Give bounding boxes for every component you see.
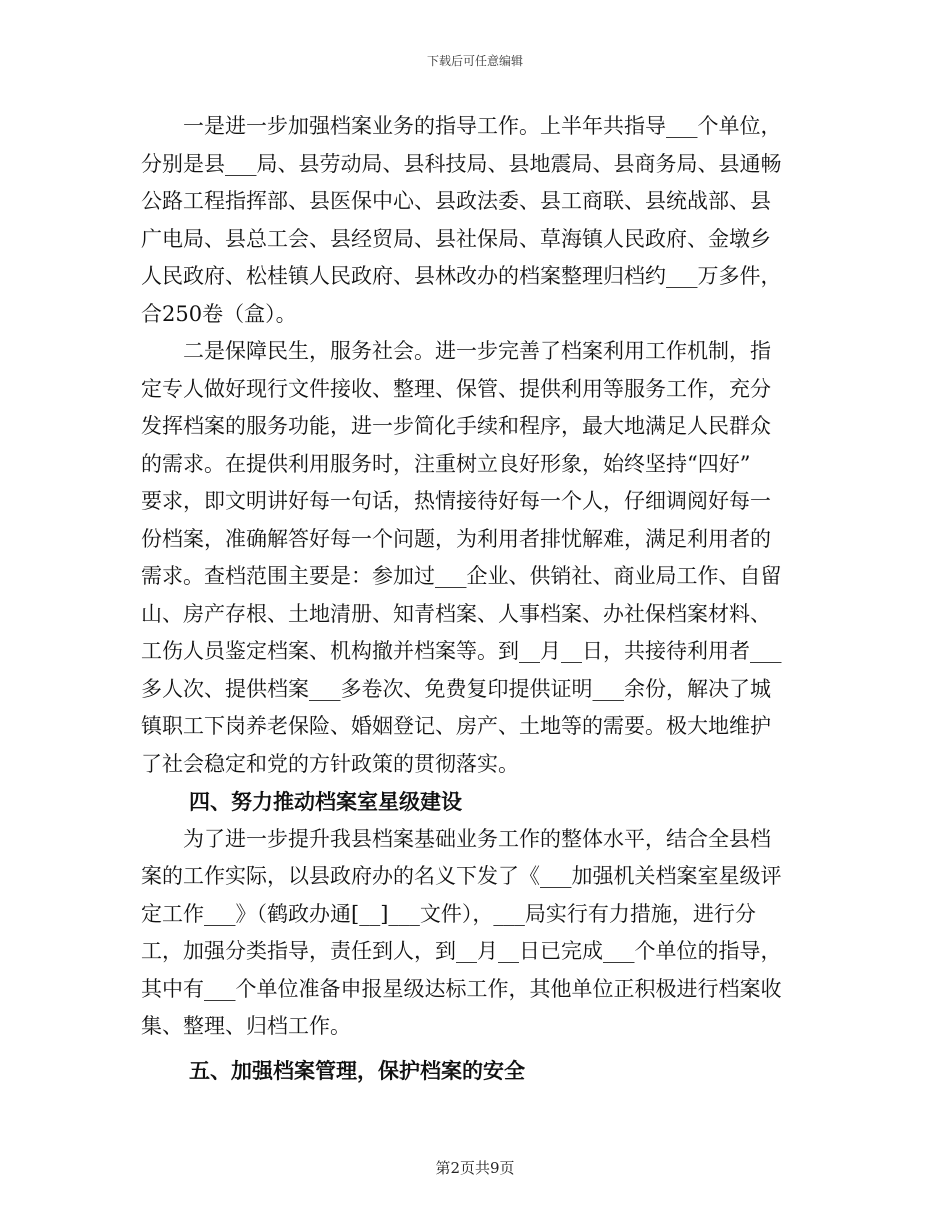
text-line: 公路工程指挥部、县医保中心、县政法委、县工商联、县统战部、县 xyxy=(141,189,771,213)
page-header-note: 下载后可任意编辑 xyxy=(426,54,523,68)
text-line: 山、房产存根、土地清册、知青档案、人事档案、办社保档案材料、 xyxy=(141,601,771,626)
text-line: 工伤人员鉴定档案、机构撤并档案等。到__月__日，共接待利用者___ xyxy=(141,639,782,663)
section-heading: 四、努力推动档案室星级建设 xyxy=(189,789,462,814)
text-line: 份档案，准确解答好每一个问题，为利用者排忧解难，满足利用者的 xyxy=(141,526,771,551)
text-line: 了社会稳定和党的方针政策的贯彻落实。 xyxy=(141,751,519,776)
text-line: 需求。查档范围主要是：参加过___企业、供销社、商业局工作、自留 xyxy=(141,564,782,588)
text-line: 定工作___》（鹤政办通[__]___文件），___局实行有力措施，进行分 xyxy=(141,901,756,926)
text-line: 其中有___个单位准备申报星级达标工作，其他单位正积极进行档案收 xyxy=(141,976,782,1001)
text-line: 人民政府、松桂镇人民政府、县林改办的档案整理归档约___万多件， xyxy=(141,264,782,288)
text-line: 多人次、提供档案___多卷次、免费复印提供证明___余份，解决了城 xyxy=(141,676,771,701)
text-line: 一是进一步加强档案业务的指导工作。上半年共指导___个单位， xyxy=(183,114,782,138)
page-number: 第2页共9页 xyxy=(435,1159,515,1177)
text-line: 为了进一步提升我县档案基础业务工作的整体水平，结合全县档 xyxy=(183,826,771,851)
document-body xyxy=(141,108,809,1089)
text-line: 工，加强分类指导，责任到人，到__月__日已完成___个单位的指导， xyxy=(141,939,782,963)
text-line: 案的工作实际，以县政府办的名义下发了《___加强机关档案室星级评 xyxy=(141,864,782,888)
text-line: 集、整理、归档工作。 xyxy=(141,1014,351,1038)
text-line: 分别是县___局、县劳动局、县科技局、县地震局、县商务局、县通畅 xyxy=(141,151,782,176)
text-line: 合250卷（盒）。 xyxy=(141,301,297,326)
text-line: 的需求。在提供利用服务时，注重树立良好形象，始终坚持“四好” xyxy=(141,451,751,476)
text-line: 发挥档案的服务功能，进一步简化手续和程序，最大地满足人民群众 xyxy=(141,414,771,438)
text-line: 二是保障民生，服务社会。进一步完善了档案利用工作机制，指 xyxy=(183,339,771,363)
text-line: 要求，即文明讲好每一句话，热情接待好每一个人，仔细调阅好每一 xyxy=(141,489,771,513)
text-line: 镇职工下岗养老保险、婚姻登记、房产、土地等的需要。极大地维护 xyxy=(141,714,771,738)
text-line: 广电局、县总工会、县经贸局、县社保局、草海镇人民政府、金墩乡 xyxy=(141,226,771,251)
section-heading: 五、加强档案管理，保护档案的安全 xyxy=(189,1057,525,1083)
text-line: 定专人做好现行文件接收、整理、保管、提供利用等服务工作，充分 xyxy=(141,376,771,401)
